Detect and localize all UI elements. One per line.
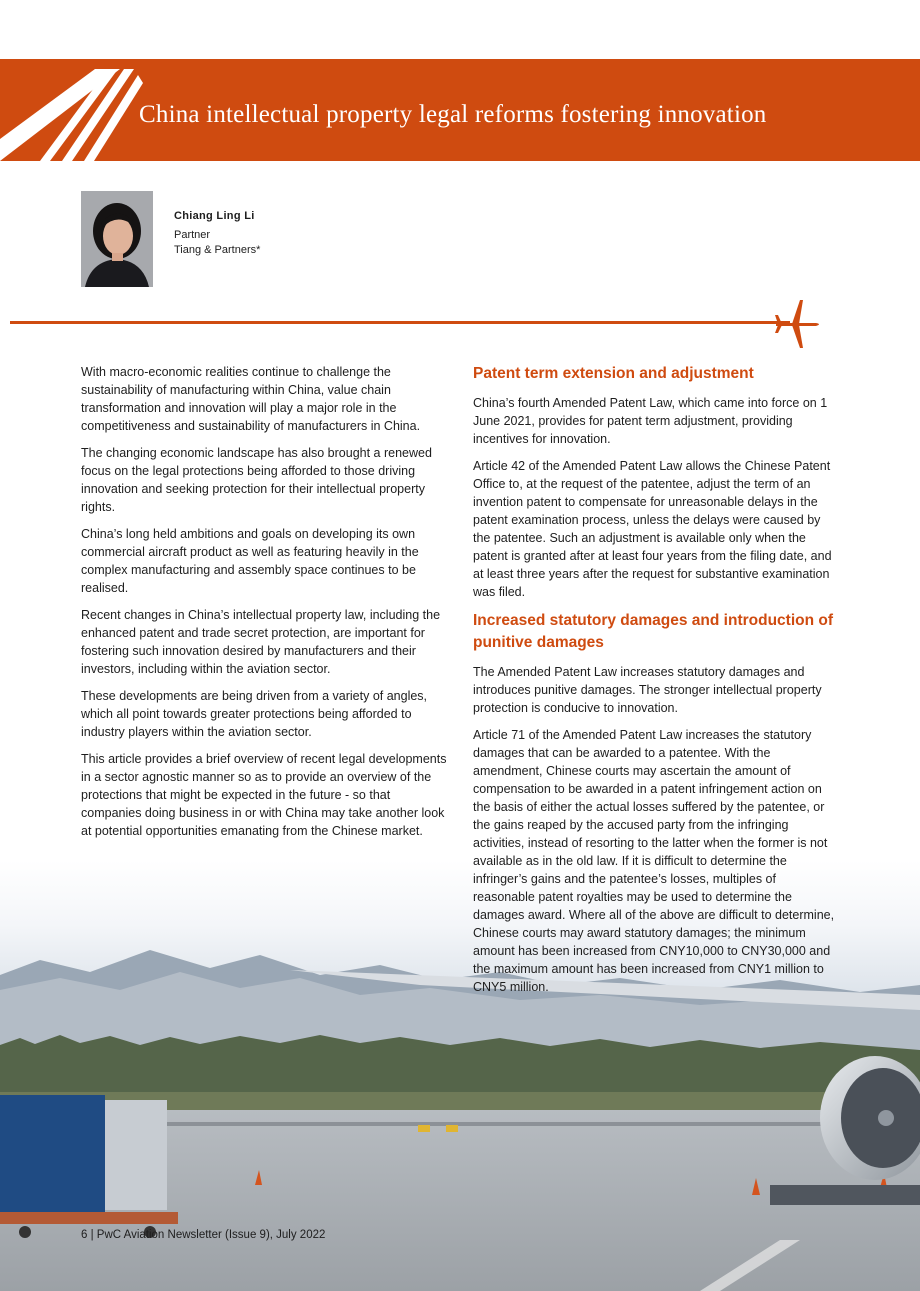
section-heading-damages: Increased statutory damages and introduction of punitive damages: [473, 612, 834, 651]
paragraph: The changing economic landscape has also brought a renewed focus on the legal protections being afforded to those driving innovation and seeking protection for their intellectual property rights.: [81, 446, 432, 514]
paragraph: China’s long held ambitions and goals on developing its own commercial aircraft product as well as featuring heavily in the complex manufacturing and assembly space continues to be realised.: [81, 527, 419, 595]
header-banner: [0, 59, 920, 161]
page-footer: 6 | PwC Aviation Newsletter (Issue 9), July 2022: [81, 1229, 326, 1241]
author-info: [174, 209, 260, 258]
right-column: [473, 363, 839, 1005]
author-name: Chiang Ling Li: [174, 210, 255, 222]
paragraph: Article 42 of the Amended Patent Law allows the Chinese Patent Office to, at the request of the patentee, adjust the term of an invention patent to compensate for unreasonable delays in the patent examination process, unless the delays were caused by the patentee. Such an adjustment is available only when the patent is granted after at least four years from the filing date, and at least three years after the request for substantive examination was filed.: [473, 459, 832, 599]
author-role: Partner: [174, 229, 211, 241]
diagonal-stripes-icon: [0, 59, 150, 161]
paragraph: Article 71 of the Amended Patent Law increases the statutory damages that can be awarded to a patentee. With the amendment, Chinese courts may ascertain the amount of compensation to be awarded in a patent infringement action on the basis of either the actual losses suffered by the patentee, or the gains reaped by the accused party from the infringing activities, instead of resorting to the latter when the former is not available as in the old law. If it is difficult to determine the infringer’s gains and the patentee’s losses, multiples of reasonable patent royalties may be used to determine the damages award. Where all of the above are difficult to determine, Chinese courts may award statutory damages; the minimum amount has been increased from CNY10,000 to CNY30,000 and the maximum amount has been increased from CNY1 million to CNY5 million.: [473, 728, 835, 994]
section-heading-patent-term: Patent term extension and adjustment: [473, 365, 754, 382]
left-column: [81, 363, 447, 849]
page-title: China intellectual property legal reforms fostering innovation: [139, 101, 767, 128]
author-firm: Tiang & Partners*: [174, 244, 261, 256]
paragraph: These developments are being driven from a variety of angles, which all point towards greater protections being afforded to industry players within the aviation sector.: [81, 689, 428, 739]
paragraph: This article provides a brief overview of recent legal developments in a sector agnostic manner so as to provide an overview of the protections that might be expected in the future - so that companies doing business in or with China may take another look at potential opportunities emanating from the Chinese market.: [81, 752, 447, 838]
paragraph: Recent changes in China’s intellectual property law, including the enhanced patent and trade secret protection, are important for fostering such innovation desired by manufacturers and their investors, including within the aviation sector.: [81, 608, 441, 676]
paragraph: With macro-economic realities continue to challenge the sustainability of manufacturing within China, value chain transformation and innovation will play a major role in the competitiveness and sustainability of manufacturers in China.: [81, 365, 421, 433]
paragraph: China’s fourth Amended Patent Law, which came into force on 1 June 2021, provides for patent term adjustment, providing incentives for innovation.: [473, 396, 828, 446]
paragraph: The Amended Patent Law increases statutory damages and introduces punitive damages. The stronger intellectual property protection is conducive to innovation.: [473, 665, 822, 715]
airplane-icon: [772, 298, 824, 350]
author-portrait: [81, 191, 153, 287]
section-divider: [10, 321, 790, 324]
